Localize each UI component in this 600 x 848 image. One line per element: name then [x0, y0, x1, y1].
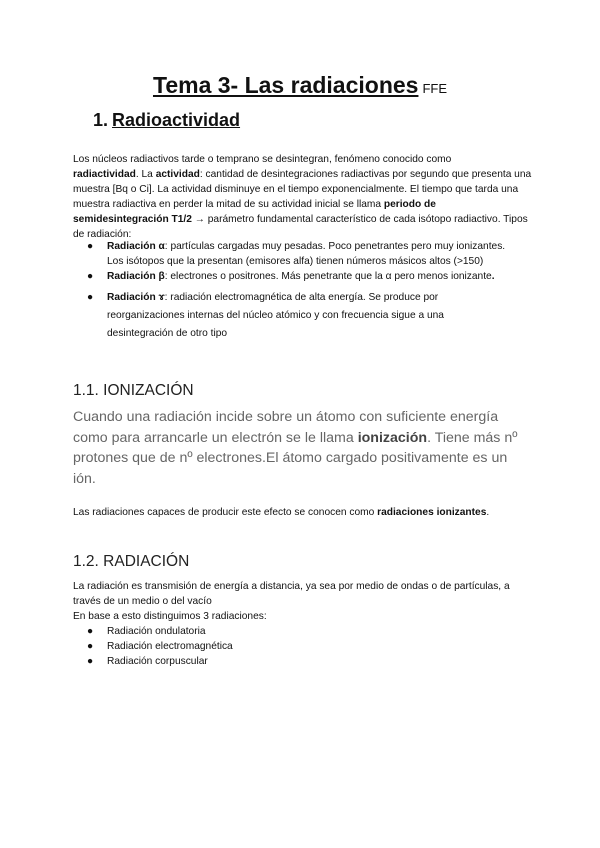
- intro-text-3: : cantidad de desintegraciones radiactivas por segundo que presenta una muestra [Bq o Ci]. La actividad disminuye en el tiempo exponencialmente. El tiempo que tarda una muestra radiactiva en perder la mitad de su actividad inicial se llama: [73, 169, 532, 210]
- ionization-paragraph: [73, 407, 533, 489]
- list-item: [73, 639, 513, 654]
- bullet-icon: ●: [87, 641, 94, 652]
- radiation-heading: 1.2. RADIACIÓN: [73, 553, 190, 570]
- item-tail: .: [491, 271, 495, 282]
- item-text: : radiación electromagnética de alta energía. Se produce por reorganizaciones internas del núcleo atómico y con frecuencia sigue a una desintegración de otro tipo: [107, 292, 444, 339]
- list-item: [73, 654, 513, 669]
- note-text-2: .: [486, 507, 490, 518]
- term-radiactividad: radiactividad: [73, 169, 136, 180]
- bullet-icon: ●: [87, 271, 94, 282]
- section-heading: [93, 110, 240, 131]
- intro-text-4: → parámetro fundamental característico de cada isótopo radiactivo. Tipos de radiación:: [73, 214, 528, 240]
- item-text: Radiación corpuscular: [107, 656, 208, 667]
- bullet-icon: ●: [87, 241, 94, 252]
- document-title: [0, 72, 600, 99]
- radiation-text-1: La radiación es transmisión de energía a distancia, ya sea por medio de ondas o de partículas, a través de un medio o del vacío: [73, 581, 510, 607]
- ionizing-note: [73, 505, 553, 520]
- intro-text-2: . La: [135, 169, 156, 180]
- bullet-icon: ●: [87, 626, 94, 637]
- bullet-icon: ●: [87, 656, 94, 667]
- item-text: Radiación electromagnética: [107, 641, 233, 652]
- item-text: : electrones o positrones. Más penetrante que la α pero menos ionizante: [164, 271, 492, 282]
- ionization-heading: 1.1. IONIZACIÓN: [73, 382, 194, 399]
- list-item: [73, 624, 513, 639]
- radiation-text-2: En base a esto distinguimos 3 radiaciones:: [73, 611, 267, 622]
- term-actividad: actividad: [155, 169, 200, 180]
- section-number: 1.: [93, 110, 109, 130]
- section-title: Radioactividad: [112, 110, 241, 130]
- ionization-text-1: Cuando una radiación incide sobre un átomo con suficiente energía como para arrancarle un electrón se le llama: [73, 409, 499, 446]
- list-item: [73, 269, 513, 284]
- item-label: Radiación ɤ: [107, 292, 165, 303]
- list-item: [73, 289, 513, 343]
- intro-text-1: Los núcleos radiactivos tarde o temprano se desintegran, fenómeno conocido como: [73, 154, 452, 165]
- term-radiaciones-ionizantes: radiaciones ionizantes: [377, 507, 487, 518]
- ionization-text-2: . Tiene más nº protones que de nº electrones.El átomo cargado positivamente es un ión.: [73, 429, 518, 487]
- note-text-1: Las radiaciones capaces de producir este efecto se conocen como: [73, 507, 378, 518]
- radiation-paragraph: [73, 579, 533, 624]
- radiation-types-list: [73, 239, 513, 343]
- bullet-icon: ●: [87, 292, 94, 303]
- term-semidesintegracion: periodo de semidesintegración T1/2: [73, 199, 436, 225]
- item-label: Radiación β: [107, 271, 165, 282]
- title-main: Tema 3- Las radiaciones: [152, 72, 419, 98]
- item-text: : partículas cargadas muy pesadas. Poco penetrantes pero muy ionizantes. Los isótopos que la presentan (emisores alfa) tienen números másicos altos (>150): [107, 241, 506, 267]
- item-text: Radiación ondulatoria: [107, 626, 206, 637]
- radiation-kinds-list: [73, 624, 513, 669]
- item-label: Radiación α: [107, 241, 165, 252]
- intro-paragraph: [73, 152, 533, 242]
- term-ionizacion: ionización: [357, 429, 428, 446]
- title-sub: FFE: [422, 81, 448, 96]
- list-item: [73, 239, 513, 269]
